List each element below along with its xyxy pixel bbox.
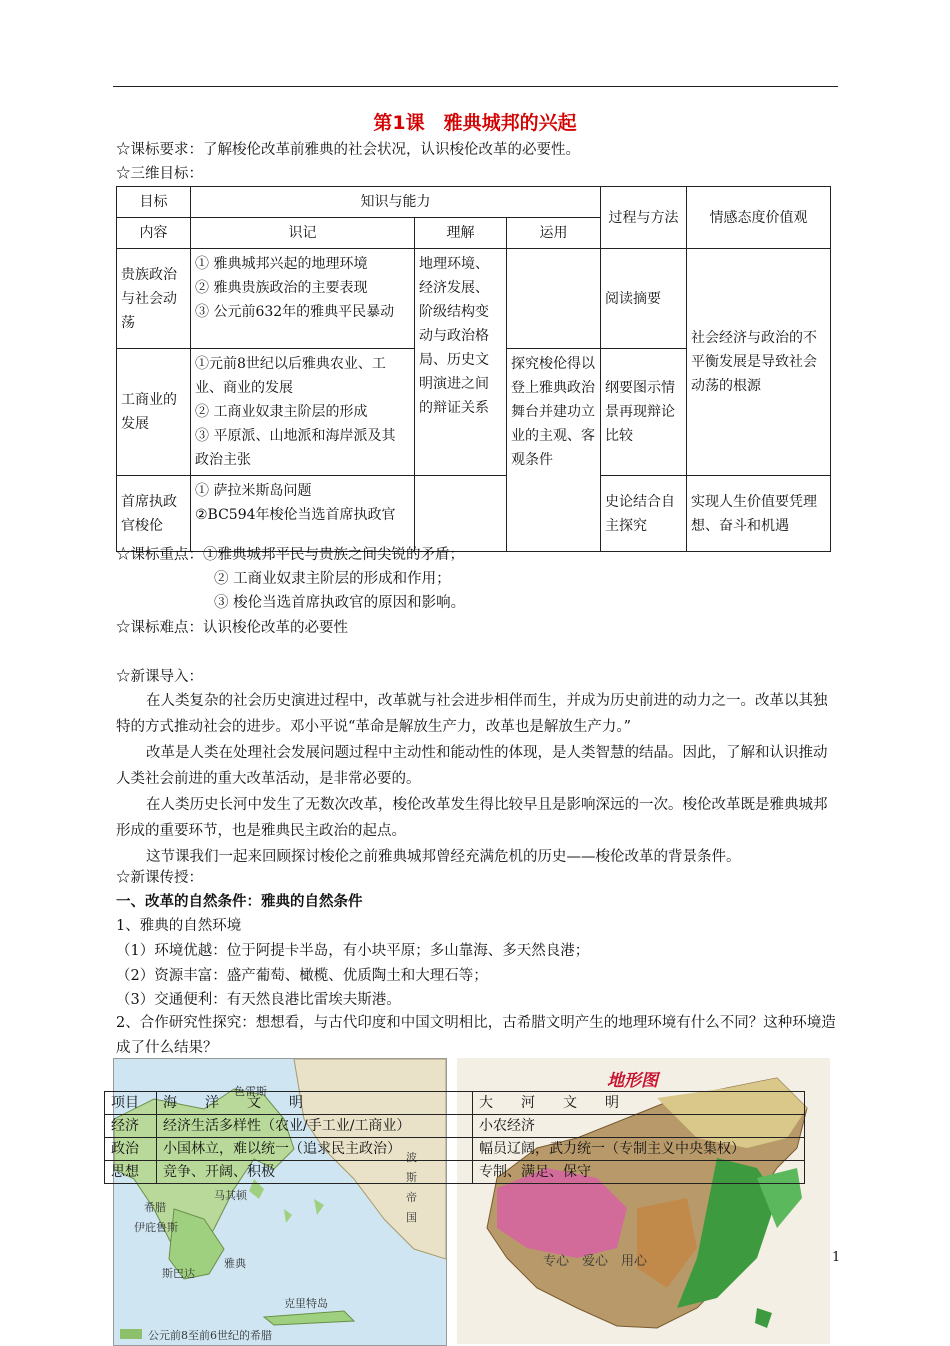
emotion-top: 社会经济与政治的不平衡发展是导致社会动荡的根源 — [687, 249, 831, 476]
map-label-crete: 克里特岛 — [284, 1297, 328, 1310]
page-footer: 专心 爱心 用心 — [543, 1254, 648, 1269]
row3-memorize — [191, 476, 415, 552]
requirement-line: ☆课标要求：了解梭伦改革前雅典的社会状况，认识梭伦改革的必要性。 — [116, 142, 580, 158]
map-label-sparta: 斯巴达 — [162, 1267, 195, 1280]
row1-process: 阅读摘要 — [601, 249, 687, 349]
row1-mem-1: ① 雅典城邦兴起的地理环境 — [195, 256, 368, 272]
row1-mem-3: ③ 公元前632年的雅典平民暴动 — [195, 304, 395, 320]
civ-row1-river: 小农经济 — [473, 1115, 805, 1138]
row3-process: 史论结合自主探究 — [601, 476, 687, 552]
map-label-persia-1: 波 — [406, 1151, 417, 1164]
table-row — [105, 1115, 805, 1138]
section-heading-1: 一、改革的自然条件：雅典的自然条件 — [116, 894, 363, 910]
civ-row1-ocean: 经济生活多样性（农业/手工业/工商业） — [157, 1115, 473, 1138]
header-rule — [113, 86, 838, 87]
intro-heading: ☆新课导入： — [116, 669, 203, 685]
map-label-thrace: 色雷斯 — [234, 1085, 267, 1098]
civ-head-river: 大 河 文 明 — [473, 1092, 805, 1115]
env-item-1: （1）环境优越：位于阿提卡半岛，有小块平原；多山靠海、多天然良港； — [116, 943, 590, 959]
row2-process: 纲要图示情景再现辩论比较 — [601, 349, 687, 476]
civ-head-ocean: 海 洋 文 明 — [157, 1092, 473, 1115]
teach-heading: ☆新课传授： — [116, 870, 203, 886]
civ-row2-river: 幅员辽阔，武力统一（专制主义中央集权） — [473, 1138, 805, 1161]
civ-row2-item: 政治 — [105, 1138, 157, 1161]
row2-mem-2: ② 工商业奴隶主阶层的形成 — [195, 404, 368, 420]
header-knowledge: 知识与能力 — [191, 187, 601, 218]
subheading-1: 1、雅典的自然环境 — [116, 918, 242, 934]
row1-content: 贵族政治与社会动荡 — [117, 249, 191, 349]
map-legend: 公元前8至前6世纪的希腊 — [148, 1329, 272, 1342]
understand-cell: 地理环境、经济发展、阶级结构变动与政治格局、历史文明演进之间的辩证关系 — [415, 249, 507, 476]
row2-mem-3: ③ 平原派、山地派和海岸派及其 政治主张 — [195, 428, 396, 468]
page-number: 1 — [832, 1250, 841, 1265]
row2-mem-1: ①元前8世纪以后雅典农业、工业、商业的发展 — [195, 356, 386, 396]
map-label-athens: 雅典 — [224, 1257, 246, 1270]
map-label-persia-3: 帝 — [406, 1191, 417, 1204]
map-label-persia-2: 斯 — [406, 1171, 417, 1184]
objectives-table — [116, 186, 831, 552]
header-emotion: 情感态度价值观 — [687, 187, 831, 249]
env-item-2: （2）资源丰富：盛产葡萄、橄榄、优质陶土和大理石等； — [116, 968, 488, 984]
civ-row1-item: 经济 — [105, 1115, 157, 1138]
table-row — [105, 1138, 805, 1161]
intro-paragraph-2: 改革是人类在处理社会发展问题过程中主动性和能动性的体现，是人类智慧的结晶。因此，了解和认识推动人类社会前进的重大改革活动，是非常必要的。 — [116, 745, 828, 787]
key-point-item-2: ② 工商业奴隶主阶层的形成和作用； — [214, 571, 451, 587]
civ-row3-river: 专制、满足、保守 — [473, 1161, 805, 1184]
row2-content: 工商业的发展 — [117, 349, 191, 476]
header-target: 目标 — [117, 187, 191, 218]
civilization-table — [104, 1091, 805, 1184]
header-understand: 理解 — [415, 218, 507, 249]
civ-row2-ocean: 小国林立，难以统一（追求民主政治） — [157, 1138, 473, 1161]
page-title: 第1课 雅典城邦的兴起 — [373, 112, 577, 134]
table-row — [105, 1161, 805, 1184]
objectives-heading: ☆三维目标： — [116, 166, 203, 182]
row2-memorize — [191, 349, 415, 476]
row1-memorize — [191, 249, 415, 349]
subheading-2: 2、合作研究性探究：想想看，与古代印度和中国文明相比，古希腊文明产生的地理环境有什么不同？这种环境造成了什么结果？ — [116, 1015, 836, 1056]
key-points-label: ☆课标重点： — [116, 547, 203, 563]
row3-content: 首席执政官梭伦 — [117, 476, 191, 552]
key-point-item-3: ③ 梭伦当选首席执政官的原因和影响。 — [214, 595, 466, 611]
header-process: 过程与方法 — [601, 187, 687, 249]
key-point-item-1: ①雅典城邦平民与贵族之间尖锐的矛盾； — [203, 547, 464, 563]
map-right-title: 地形图 — [607, 1071, 658, 1091]
map-label-persia-4: 国 — [406, 1211, 417, 1224]
civ-row3-item: 思想 — [105, 1161, 157, 1184]
intro-paragraph-3: 在人类历史长河中发生了无数次改革，梭伦改革发生得比较早且是影响深远的一次。梭伦改革既是雅典城邦形成的重要环节，也是雅典民主政治的起点。 — [116, 797, 828, 839]
row3-mem-2: ②BC594年梭伦当选首席执政官 — [195, 507, 396, 523]
header-content: 内容 — [117, 218, 191, 249]
intro-paragraph-1: 在人类复杂的社会历史演进过程中，改革就与社会进步相伴而生，并成为历史前进的动力之一。改革以其独特的方式推动社会的进步。邓小平说“革命是解放生产力，改革也是解放生产力。” — [116, 693, 828, 735]
header-memorize: 识记 — [191, 218, 415, 249]
apply-cell: 探究梭伦得以登上雅典政治舞台并建功立业的主观、客观条件 — [507, 349, 601, 552]
row3-understand — [415, 476, 507, 552]
difficulty-line: ☆课标难点：认识梭伦改革的必要性 — [116, 620, 348, 636]
row1-apply — [507, 249, 601, 349]
map-label-macedon: 马其顿 — [214, 1189, 247, 1202]
civ-row3-ocean: 竞争、开阔、积极 — [157, 1161, 473, 1184]
row3-emotion: 实现人生价值要凭理想、奋斗和机遇 — [687, 476, 831, 552]
row3-mem-1: ① 萨拉米斯岛问题 — [195, 483, 312, 499]
env-item-3: （3）交通便利：有天然良港比雷埃夫斯港。 — [116, 992, 401, 1008]
civ-head-item: 项目 — [105, 1092, 157, 1115]
map-label-greece: 希腊 — [144, 1201, 166, 1214]
table-row — [105, 1092, 805, 1115]
header-apply: 运用 — [507, 218, 601, 249]
intro-paragraph-4: 这节课我们一起来回顾探讨梭伦之前雅典城邦曾经充满危机的历史——梭伦改革的背景条件。 — [146, 849, 741, 865]
map-label-epirus: 伊庇鲁斯 — [134, 1221, 178, 1234]
key-points-1 — [116, 545, 464, 565]
row1-mem-2: ② 雅典贵族政治的主要表现 — [195, 280, 368, 296]
